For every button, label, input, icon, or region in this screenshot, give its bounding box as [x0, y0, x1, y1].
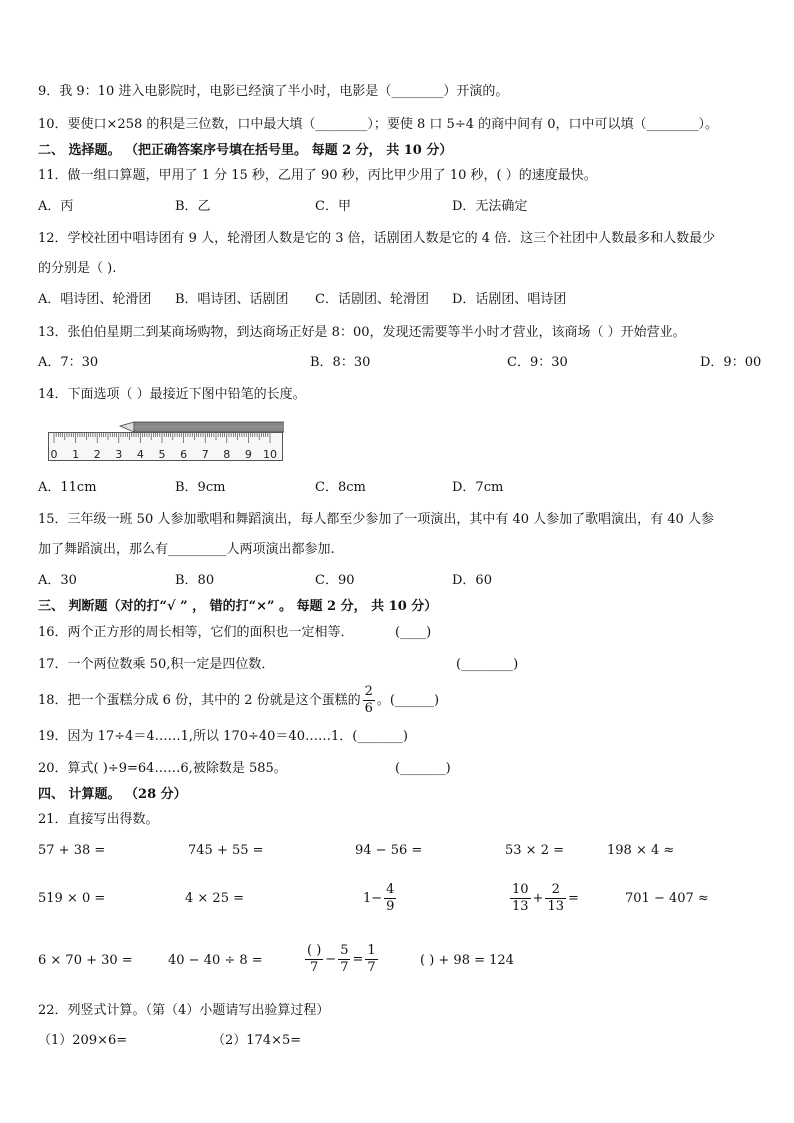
q15-option-c: C．90: [315, 573, 355, 588]
question-22-title: 22．列竖式计算。（第（4）小题请写出验算过程）: [38, 1003, 330, 1018]
ruler-label: 1: [72, 448, 80, 461]
q16-answer-blank[interactable]: (____): [395, 625, 432, 640]
section-3-heading: 三、 判断题（对的打“√ ” ， 错的打“×” 。 每题 2 分， 共 10 分）: [38, 599, 438, 614]
fraction-1-7: [365, 943, 377, 976]
fraction-5-7: [338, 943, 350, 976]
calc-57-plus-38: 57 + 38 =: [38, 843, 106, 858]
fraction-numerator: 10: [512, 882, 529, 897]
q20-answer-blank[interactable]: (_______): [395, 761, 451, 776]
plus-sign: +: [532, 891, 544, 906]
q18-numerator: 2: [364, 684, 373, 699]
ruler-label: 4: [136, 448, 144, 461]
fraction-denominator: 7: [367, 960, 376, 975]
ruler-label: 3: [115, 448, 123, 461]
fraction-denominator: 13: [512, 899, 529, 914]
fraction-denominator: 13: [547, 899, 564, 914]
q13-option-c: C．9：30: [507, 355, 568, 370]
q15-option-d: D．60: [452, 573, 492, 588]
ruler-label: 6: [180, 448, 188, 461]
question-19: [38, 728, 408, 746]
question-16: 16．两个正方形的周长相等，它们的面积也一定相等．: [38, 625, 354, 640]
equals-sign: =: [568, 891, 579, 906]
equals-sign: =: [352, 952, 364, 967]
calc-701-minus-407: 701 − 407 ≈: [625, 891, 709, 906]
ruler-with-pencil: [48, 420, 284, 462]
question-12-line1: 12．学校社团中唱诗团有 9 人，轮滑团人数是它的 3 倍，话剧团人数是它的 4 倍．这三个社团中人数最多和人数最少: [38, 231, 716, 246]
calc-94-minus-56: 94 − 56 =: [355, 843, 423, 858]
calc-4-times-25: 4 × 25 =: [185, 891, 244, 906]
q22-item-1: （1）209×6=: [38, 1033, 128, 1048]
q22-item-2: （2）174×5=: [212, 1033, 302, 1048]
fraction-10-13: [510, 882, 531, 915]
pencil-tip: [120, 422, 134, 432]
q18-tail: 。: [376, 693, 390, 708]
question-9: 9．我 9：10 进入电影院时，电影已经演了半小时，电影是（________）开演的。: [38, 84, 509, 99]
section-2-heading: 二、 选择题。 （把正确答案序号填在括号里。 每题 2 分， 共 10 分）: [38, 143, 453, 158]
q12-option-d: D．话剧团、唱诗团: [452, 292, 567, 307]
ruler-label: 7: [201, 448, 209, 461]
question-15-line2: 加了舞蹈演出，那么有_________人两项演出都参加.: [38, 542, 335, 557]
ruler-label: 10: [263, 448, 277, 461]
question-18: [38, 683, 439, 719]
q15-option-a: A．30: [38, 573, 77, 588]
question-15-line1: 15．三年级一班 50 人参加歌唱和舞蹈演出，每人都至少参加了一项演出，其中有 40 人参加了歌唱演出，有 40 人参: [38, 512, 714, 527]
question-20: 20．算式( )÷9=64……6,被除数是 585。: [38, 761, 287, 776]
calc-53-times-2: 53 × 2 =: [505, 843, 564, 858]
fraction-2-13: [545, 882, 566, 915]
ruler-label: 8: [223, 448, 231, 461]
fraction-blank-over-7: [305, 943, 323, 976]
ruler-label: 0: [50, 448, 58, 461]
calc-6x70-plus-30: 6 × 70 + 30 =: [38, 953, 133, 968]
ruler-label: 2: [93, 448, 101, 461]
q14-option-c: C．8cm: [315, 480, 366, 495]
calc-519-times-0: 519 × 0 =: [38, 891, 106, 906]
question-21-title: 21．直接写出得数。: [38, 812, 159, 827]
q19-text: 19．因为 17÷4＝4……1,所以 170÷40＝40……1．: [38, 729, 353, 744]
question-12-line2: 的分别是（ ).: [38, 261, 117, 276]
q18-denominator: 6: [364, 701, 373, 716]
fraction-denominator: 9: [386, 899, 395, 914]
calc-745-plus-55: 745 + 55 =: [188, 843, 264, 858]
fraction-numerator: 2: [545, 882, 566, 899]
fraction-denominator: 7: [340, 960, 349, 975]
fraction-4-9: [384, 882, 396, 915]
question-17: 17．一个两位数乘 50,积一定是四位数．: [38, 657, 275, 672]
calc-blank-plus-98: ( ) + 98 = 124: [420, 953, 514, 968]
fraction-denominator: 7: [310, 960, 319, 975]
q12-option-b: B．唱诗团、话剧团: [175, 292, 289, 307]
calc-40-minus-40-div-8: 40 − 40 ÷ 8 =: [168, 953, 263, 968]
q17-answer-blank[interactable]: (________): [456, 657, 519, 672]
fraction-numerator: 5: [340, 943, 349, 958]
section-4-heading: 四、 计算题。 （28 分）: [38, 787, 187, 802]
calc-1-minus-4-ninths: [363, 880, 398, 918]
fraction-numerator-blank[interactable]: ( ): [307, 943, 322, 958]
q11-option-a: A．丙: [38, 199, 74, 214]
q11-option-d: D．无法确定: [452, 199, 528, 214]
fraction-numerator: 1: [367, 943, 376, 958]
minus-sign: −: [325, 952, 337, 967]
question-13: 13．张伯伯星期二到某商场购物，到达商场正好是 8：00，发现还需要等半小时才营业，该商场（ ）开始营业。: [38, 325, 686, 340]
calc-fraction-subtraction: [303, 940, 380, 980]
q14-option-b: B．9cm: [175, 480, 226, 495]
q11-option-b: B．乙: [175, 199, 211, 214]
q14-option-d: D．7cm: [452, 480, 504, 495]
q18-fraction: [363, 684, 375, 717]
question-10: 10．要使口×258 的积是三位数，口中最大填（________）；要使 8 口 5÷4 的商中间有 0，口中可以填（________）。: [38, 117, 719, 132]
q13-option-d: D．9：00: [700, 355, 762, 370]
q19-answer-blank[interactable]: (_______): [352, 729, 408, 744]
calc-1-minus-prefix: 1−: [363, 891, 383, 906]
q12-option-c: C．话剧团、轮滑团: [315, 292, 429, 307]
q13-option-b: B．8：30: [310, 355, 371, 370]
ruler-figure: [48, 420, 284, 462]
fraction-numerator: 4: [386, 882, 395, 897]
q15-option-b: B．80: [175, 573, 215, 588]
q14-option-a: A．11cm: [38, 480, 97, 495]
q13-option-a: A．7：30: [38, 355, 99, 370]
q18-text: 18．把一个蛋糕分成 6 份，其中的 2 份就是这个蛋糕的: [38, 693, 361, 708]
ruler-label: 9: [244, 448, 252, 461]
q11-option-c: C．甲: [315, 199, 351, 214]
question-11: 11．做一组口算题，甲用了 1 分 15 秒，乙用了 90 秒，丙比甲少用了 10 秒，( ）的速度最快。: [38, 168, 597, 183]
question-14: 14．下面选项（ ）最接近下图中铅笔的长度。: [38, 387, 306, 402]
calc-10-13-plus-2-13: [508, 880, 579, 918]
q12-option-a: A．唱诗团、轮滑团: [38, 292, 152, 307]
calc-198-times-4: 198 × 4 ≈: [607, 843, 675, 858]
ruler-label: 5: [158, 448, 166, 461]
q18-answer-blank[interactable]: (______): [389, 693, 440, 708]
